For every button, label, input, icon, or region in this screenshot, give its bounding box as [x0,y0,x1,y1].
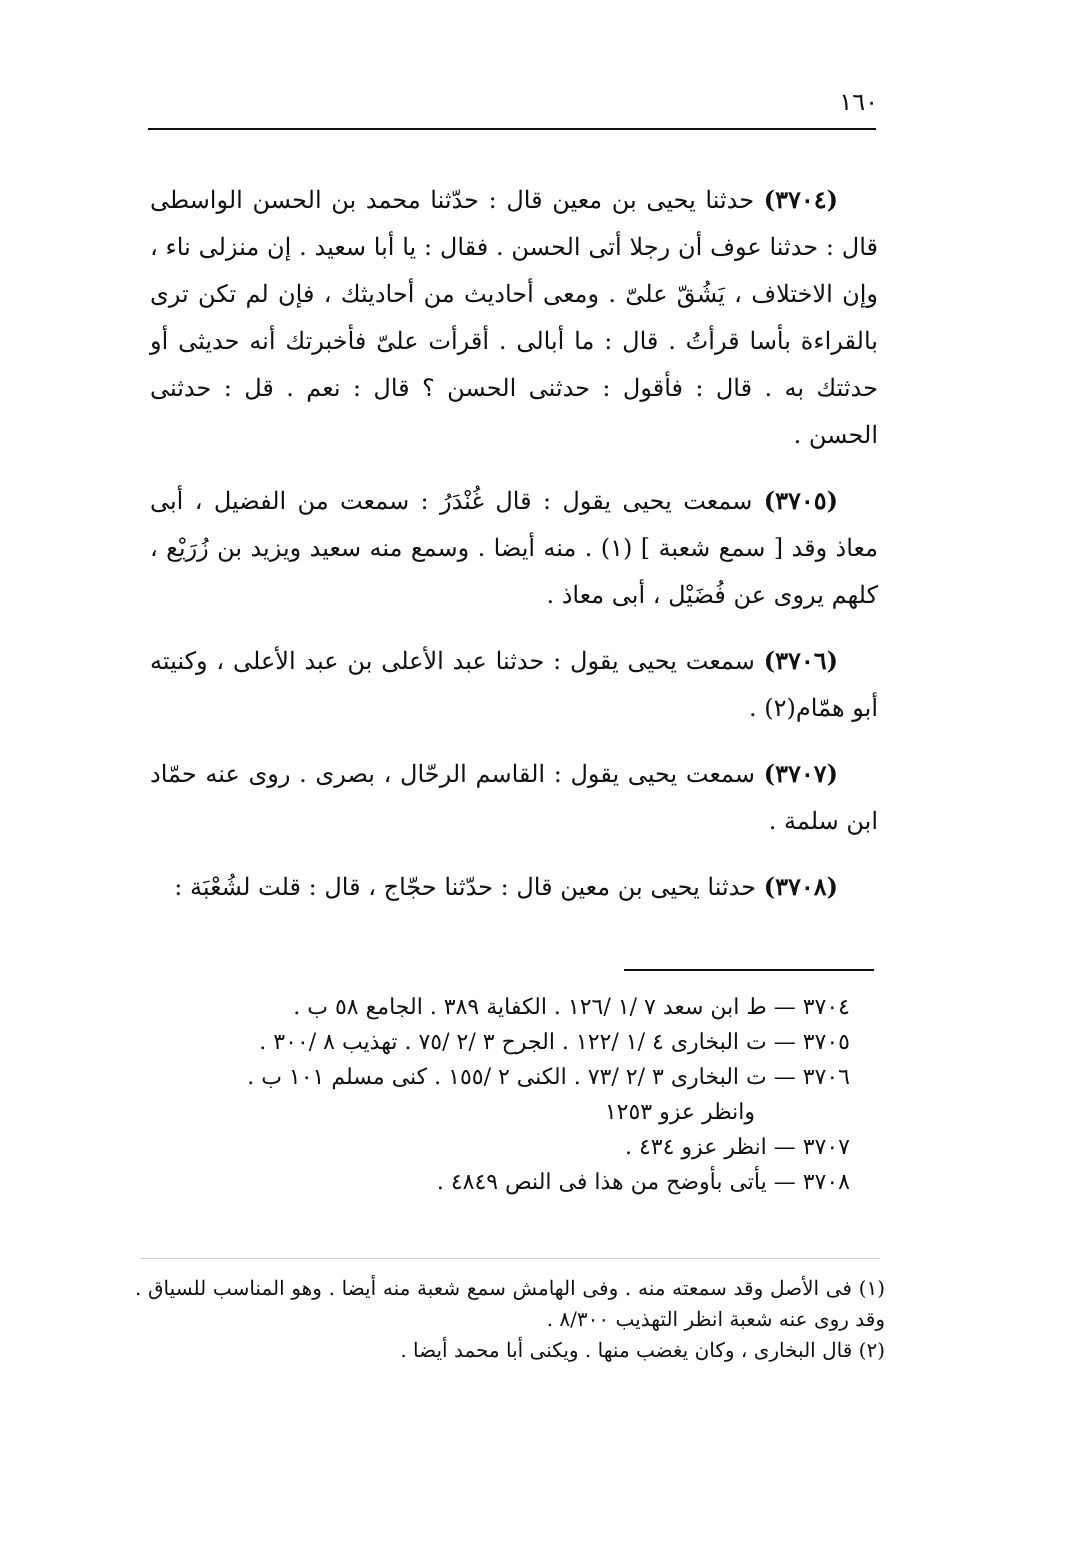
page-number: ١٦٠ [839,88,878,116]
footnote-2: (٢) قال البخارى ، وكان يغضب منها . ويكنى أبا محمد أيضا . [400,1338,885,1362]
reference-line: ٣٧٠٧ — انظر عزو ٤٣٤ . [624,1135,850,1160]
paragraph-3704 [150,176,878,459]
reference-line: ٣٧٠٥ — ت البخارى ٤ /١ /١٢٢ . الجرح ٣ /٢ /٧٥ . تهذيب ٨ /٣٠٠ . [259,1030,850,1055]
paragraph-text: حدثنا يحيى بن معين قال : حدّثنا حجّاج ، قال : قلت لشُعْبَة : [174,873,757,901]
footnotes [135,1273,885,1366]
reference-line: ٣٧٠٤ — ط ابن سعد ٧ /١ /١٢٦ . الكفاية ٣٨٩ . الجامع ٥٨ ب . [293,995,850,1020]
reference-line: وانظر عزو ١٢٥٣ [604,1100,755,1125]
footnote-1: (١) فى الأصل وقد سمعته منه . وفى الهامش سمع شعبة منه أيضا . وهو المناسب للسياق . وقد روى عنه شعبة انظر التهذيب ٨/٣٠٠ . [135,1276,885,1331]
references-list [150,990,850,1200]
reference-line: ٣٧٠٨ — يأتى بأوضح من هذا فى النص ٤٨٤٩ . [436,1170,850,1195]
paragraph-text: سمعت يحيى يقول : حدثنا عبد الأعلى بن عبد الأعلى ، وكنيته أبو همّام(٢) . [150,647,878,722]
paragraph-number: (٣٧٠٧) [763,759,839,788]
paragraph-number: (٣٧٠٦) [763,646,838,675]
paragraph-3707 [150,750,878,845]
references-separator [624,969,874,971]
paragraph-number: (٣٧٠٨) [763,872,838,901]
footnotes-separator [140,1258,880,1259]
main-text [150,176,878,929]
reference-line: ٣٧٠٦ — ت البخارى ٣ /٢ /٧٣ . الكنى ٢ /١٥٥ . كنى مسلم ١٠١ ب . [247,1065,850,1090]
paragraph-3708 [150,863,878,911]
paragraph-number: (٣٧٠٤) [763,185,838,214]
paragraph-text: سمعت يحيى يقول : القاسم الرحّال ، بصرى . روى عنه حمّاد ابن سلمة . [150,760,878,835]
paragraph-number: (٣٧٠٥) [763,486,838,515]
paragraph-3706 [150,637,878,732]
header-rule [148,128,876,130]
paragraph-text: حدثنا يحيى بن معين قال : حدّثنا محمد بن الحسن الواسطى قال : حدثنا عوف أن رجلا أتى الحسن . فقال : يا أبا سعيد . إن منزلى ناء ، وإن الاختلاف ، يَشُقّ علىّ . ومعى أحاديث من أحاديثك ، فإن لم تكن ترى بالقراءة بأسا قرأتُ . قال : ما أبالى . أقرأت علىّ فأخبرتك أنه حديثى أو حدثتك به . قال : فأقول : حدثنى الحسن ؟ قال : نعم . قل : حدثنى الحسن . [150,186,878,449]
paragraph-text: سمعت يحيى يقول : قال غُنْدَرُ : سمعت من الفضيل ، أبى معاذ وقد [ سمع شعبة ] (١) . منه أيضا . وسمع منه سعيد ويزيد بن زُرَيْع ، كلهم يروى عن فُضَيْل ، أبى معاذ . [150,487,878,609]
paragraph-3705 [150,477,878,619]
